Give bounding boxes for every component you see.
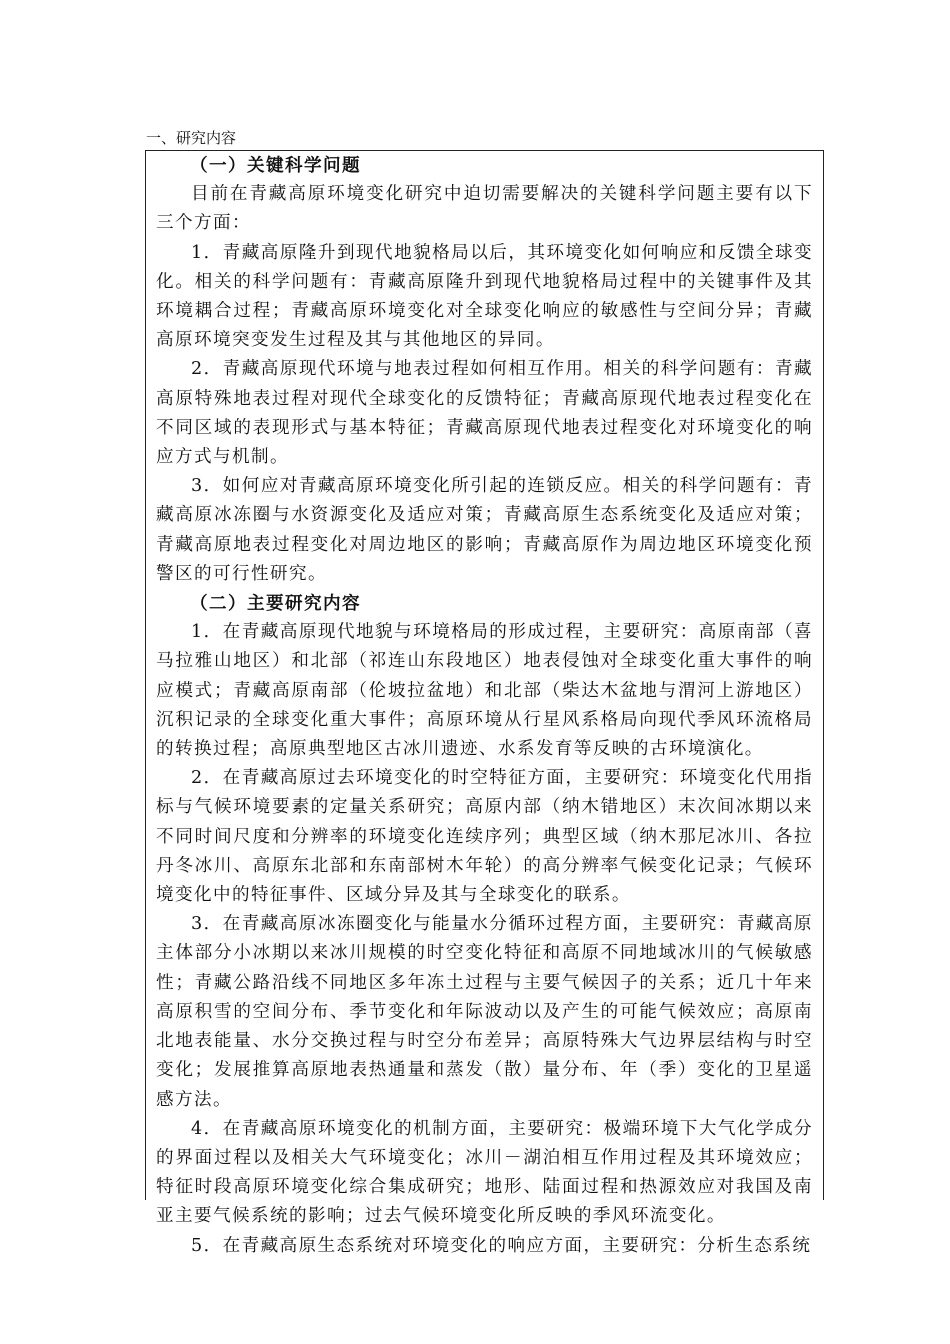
content-paragraph-5: 5．在青藏高原生态系统对环境变化的响应方面，主要研究：分析生态系统 — [191, 1235, 812, 1256]
heading-main-content: （二）主要研究内容 — [190, 593, 361, 615]
heading-key-questions: （一）关键科学问题 — [190, 155, 361, 176]
content-paragraph-4: 4．在青藏高原环境变化的机制方面，主要研究：极端环境下大气化学成分的界面过程以及相关大气环境变化；冰川－湖泊相互作用过程及其环境效应；特征时段高原环境变化综合集成研究；地形、陆面过程和热源效应对我国及南亚主要气候系统的影响；过去气候环境变化所反映的季风环流变化。 — [156, 1118, 813, 1227]
content-paragraph-1: 1．在青藏高原现代地貌与环境格局的形成过程，主要研究：高原南部（喜马拉雅山地区）和北部（祁连山东段地区）地表侵蚀对全球变化重大事件的响应模式；青藏高原南部（伦坡拉盆地）和北部（柴达木盆地与渭河上游地区）沉积记录的全球变化重大事件；高原环境从行星风系格局向现代季风环流格局的转换过程；高原典型地区古冰川遗迹、水系发育等反映的古环境演化。 — [156, 622, 813, 760]
question-paragraph-3: 3．如何应对青藏高原环境变化所引起的连锁反应。相关的科学问题有：青藏高原冰冻圈与水资源变化及适应对策；青藏高原生态系统变化及适应对策；青藏高原地表过程变化对周边地区的影响；青藏高原作为周边地区环境变化预警区的可行性研究。 — [156, 476, 813, 584]
content-paragraph-2: 2．在青藏高原过去环境变化的时空特征方面，主要研究：环境变化代用指标与气候环境要素的定量关系研究；高原内部（纳木错地区）末次间冰期以来不同时间尺度和分辨率的环境变化连续序列；典型区域（纳木那尼冰川、各拉丹冬冰川、高原东北部和东南部树木年轮）的高分辨率气候变化记录；气候环境变化中的特征事件、区域分异及其与全球变化的联系。 — [156, 768, 813, 906]
content-paragraph-3: 3．在青藏高原冰冻圈变化与能量水分循环过程方面，主要研究：青藏高原主体部分小冰期以来冰川规模的时空变化特征和高原不同地域冰川的气候敏感性；青藏公路沿线不同地区多年冻土过程与主要气候因子的关系；近几十年来高原积雪的空间分布、季节变化和年际波动以及产生的可能气候效应；高原南北地表能量、水分交换过程与时空分布差异；高原特殊大气边界层结构与时空变化；发展推算高原地表热通量和蒸发（散）量分布、年（季）变化的卫星遥感方法。 — [156, 914, 813, 1110]
document-body — [156, 151, 813, 1261]
intro-paragraph: 目前在青藏高原环境变化研究中迫切需要解决的关键科学问题主要有以下三个方面： — [156, 184, 813, 234]
question-paragraph-1: 1．青藏高原隆升到现代地貌格局以后，其环境变化如何响应和反馈全球变化。相关的科学问题有：青藏高原隆升到现代地貌格局过程中的关键事件及其环境耦合过程；青藏高原环境变化对全球变化响应的敏感性与空间分异；青藏高原环境突变发生过程及其与其他地区的异同。 — [156, 242, 813, 351]
question-paragraph-2: 2．青藏高原现代环境与地表过程如何相互作用。相关的科学问题有：青藏高原特殊地表过程对现代全球变化的反馈特征；青藏高原现代地表过程变化在不同区域的表现形式与基本特征；青藏高原现代地表过程变化对环境变化的响应方式与机制。 — [156, 359, 813, 468]
section-title: 一、研究内容 — [146, 129, 237, 147]
content-box — [145, 150, 824, 1256]
